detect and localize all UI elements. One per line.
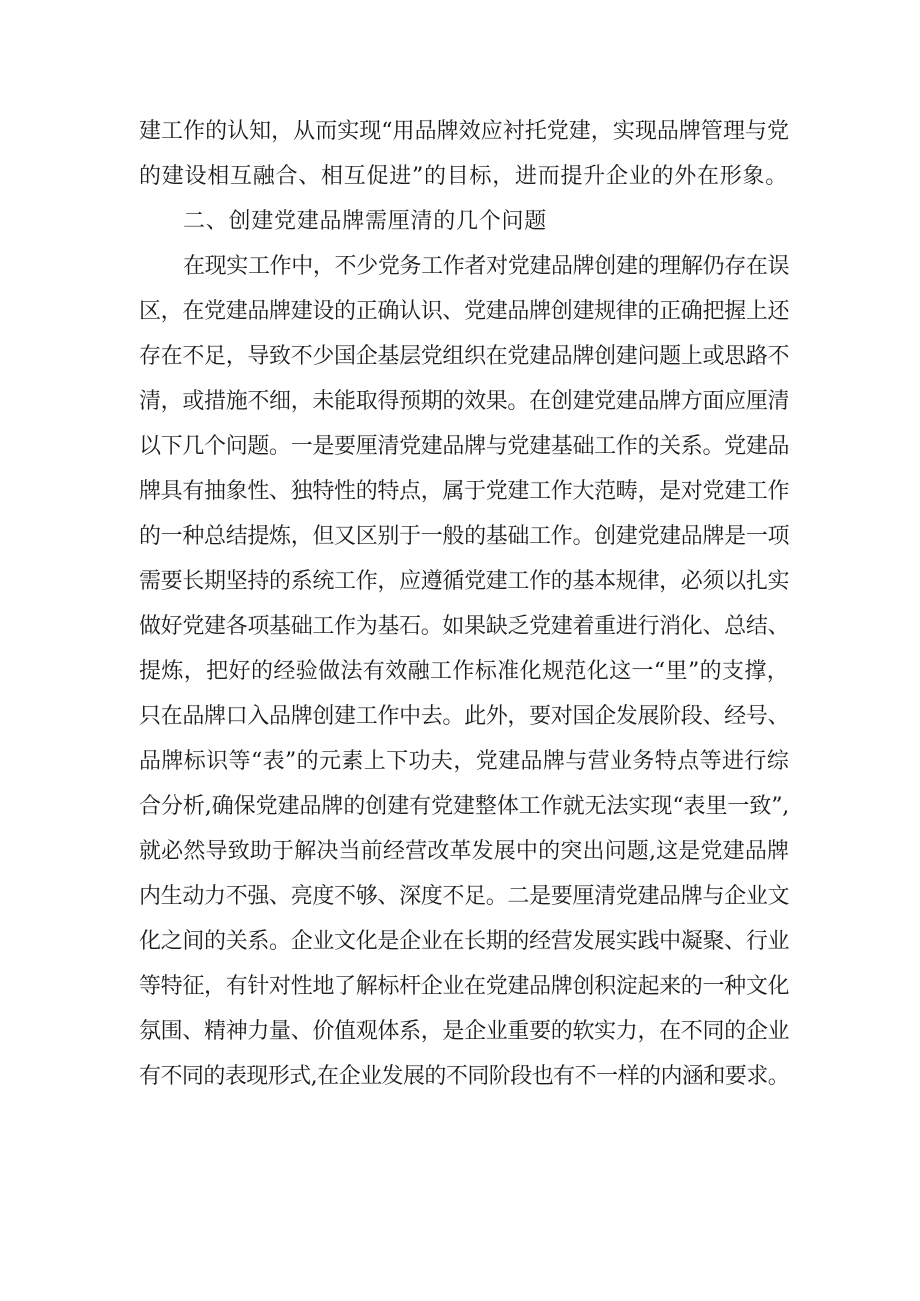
text-line: 内生动力不强、亮度不够、深度不足。二是要厘清党建品牌与企业文 bbox=[139, 884, 789, 909]
text-line: 做好党建各项基础工作为基石。如果缺乏党建着重进行消化、总结、 bbox=[139, 614, 789, 639]
text-line: 等特征，有针对性地了解标杆企业在党建品牌创积淀起来的一种文化 bbox=[139, 974, 789, 999]
text-line: 提炼，把好的经验做法有效融工作标准化规范化这一“里”的支撑， bbox=[139, 659, 789, 684]
text-line: 区，在党建品牌建设的正确认识、党建品牌创建规律的正确把握上还 bbox=[139, 299, 789, 324]
text-line: 氛围、精神力量、价值观体系，是企业重要的软实力，在不同的企业 bbox=[139, 1019, 789, 1044]
section-heading: 二、创建党建品牌需厘清的几个问题 bbox=[183, 209, 548, 234]
text-line: 就必然导致助于解决当前经营改革发展中的突出问题,这是党建品牌 bbox=[139, 839, 789, 864]
text-line: 只在品牌口入品牌创建工作中去。此外，要对国企发展阶段、经号、 bbox=[139, 704, 789, 729]
text-line: 的建设相互融合、相互促进”的目标，进而提升企业的外在形象。 bbox=[139, 164, 788, 189]
text-line: 存在不足，导致不少国企基层党组织在党建品牌创建问题上或思路不 bbox=[139, 344, 789, 369]
text-line: 有不同的表现形式,在企业发展的不同阶段也有不一样的内涵和要求。 bbox=[139, 1064, 789, 1089]
text-line: 品牌标识等“表”的元素上下功夫，党建品牌与营业务特点等进行综 bbox=[139, 749, 789, 774]
text-line: 以下几个问题。一是要厘清党建品牌与党建基础工作的关系。党建品 bbox=[139, 434, 789, 459]
text-line: 建工作的认知，从而实现“用品牌效应衬托党建，实现品牌管理与党 bbox=[139, 119, 789, 144]
text-line: 牌具有抽象性、独特性的特点，属于党建工作大范畴，是对党建工作 bbox=[139, 479, 789, 504]
text-line: 的一种总结提炼，但又区别于一般的基础工作。创建党建品牌是一项 bbox=[139, 524, 789, 549]
text-line: 清，或措施不细，未能取得预期的效果。在创建党建品牌方面应厘清 bbox=[139, 389, 789, 414]
text-line: 需要长期坚持的系统工作，应遵循党建工作的基本规律，必须以扎实 bbox=[139, 569, 789, 594]
text-line: 合分析,确保党建品牌的创建有党建整体工作就无法实现“表里一致”, bbox=[139, 794, 789, 819]
text-line: 化之间的关系。企业文化是企业在长期的经营发展实践中凝聚、行业 bbox=[139, 929, 789, 954]
paragraph-first-line: 在现实工作中，不少党务工作者对党建品牌创建的理解仍存在误 bbox=[183, 254, 789, 279]
